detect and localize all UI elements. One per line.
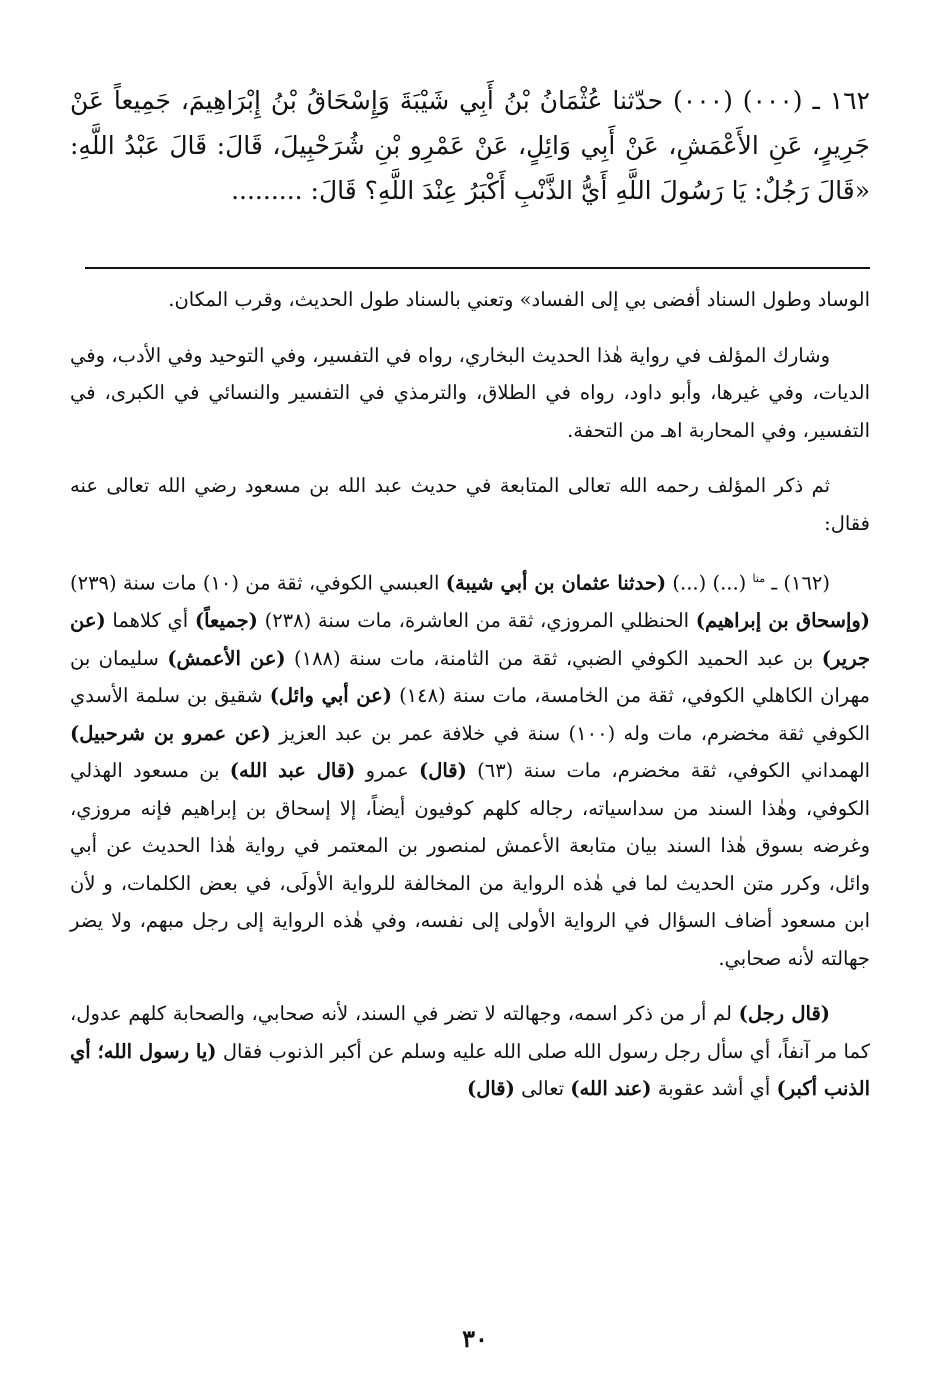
term-jamian: (جميعاً): [194, 609, 258, 632]
commentary-text: شقيق بن سلمة الأسدي الكوفي ثقة مخضرم، مات وله (١٠٠) سنة في خلافة عمر بن عبد العزيز: [70, 684, 871, 745]
hadith-text: ١٦٢ ـ (٠٠٠) (٠٠٠) حدّثنا عُثْمَانُ بْنُ أَبِي شَيْبَةَ وَإِسْحَاقُ بْنُ إِبْرَاهِيمَ، جَمِيعاً عَنْ جَرِيرٍ، عَنِ الأَعْمَشِ، عَنْ أَبِي وَائِلٍ، عَنْ عَمْرِو بْنِ شُرَحْبِيلَ، قَالَ: قَالَ عَبْدُ اللَّهِ: «قَالَ رَجُلٌ: يَا رَسُولَ اللَّهِ أَيُّ الذَّنْبِ أَكْبَرُ عِنْدَ اللَّهِ؟ قَالَ: .........: [70, 86, 870, 205]
commentary-text: بن مسعود الهذلي الكوفي، وهٰذا السند من سداسياته، رجاله كلهم كوفيون أيضاً، إلا إسحاق بن إبراهيم فإنه مروزي، وغرضه بسوق هٰذا السند بيان متابعة الأعمش لمنصور بن المعتمر في رواية هٰذا الحديث عن أبي وائل، وكرر متن الحديث لما في هٰذه الرواية من المخالفة للرواية الأولَى، في بعض الكلمات، و لأن ابن مسعود أضاف السؤال في الرواية الأولى إلى نفسه، وفي هٰذه الرواية إلى رجل مبهم، ولا يضر جهالته لأنه صحابي.: [70, 759, 870, 970]
mutaba-marker: متا: [752, 572, 766, 585]
hadith-number: (١٦٢) ـ: [771, 571, 831, 595]
commentary-section: [70, 281, 870, 1108]
commentary-text: سليمان بن مهران الكاهلي الكوفي، ثقة من الخامسة، مات سنة (١٤٨): [70, 646, 871, 707]
narrator-amash: (عن الأعمش): [167, 646, 286, 670]
narrator-jarir: (عن جرير): [70, 609, 871, 670]
commentary-text: تعالى: [521, 1077, 565, 1100]
commentary-paragraph-4: [70, 560, 870, 977]
commentary-text: بن عبد الحميد الكوفي الضبي، ثقة من الثامنة، مات سنة (١٨٨): [294, 646, 814, 670]
commentary-paragraph-5: [70, 995, 870, 1108]
commentary-paragraph-1: الوساد وطول السناد أفضى بي إلى الفساد» وتعني بالسناد طول الحديث، وقرب المكان.: [168, 288, 870, 311]
commentary-text: الحنظلي المروزي، ثقة من العاشرة، مات سنة (٢٣٨): [264, 609, 690, 632]
term-qala-rajul: (قال رجل): [738, 1002, 830, 1025]
commentary-text: العبسي الكوفي، ثقة من (١٠) مات سنة (٢٣٩): [70, 571, 440, 595]
commentary-paragraph-3: ثم ذكر المؤلف رحمه الله تعالى المتابعة في حديث عبد الله بن مسعود رضي الله تعالى عنه فقال:: [70, 474, 870, 535]
chain-marker: (...) (...): [672, 571, 747, 595]
page-number: ٣٠: [462, 1324, 488, 1353]
commentary-text: عمرو: [365, 759, 409, 782]
narrator-abdullah: (قال عبد الله): [229, 759, 356, 782]
page-body: [70, 78, 870, 1108]
narrator-uthman: (حدثنا عثمان بن أبي شيبة): [445, 571, 667, 595]
narrator-ishaq: (وإسحاق بن إبراهيم): [695, 609, 871, 632]
commentary-text: أي كلاهما: [112, 609, 189, 632]
quote-question: (يا رسول الله؛ أي الذنب أكبر): [70, 1039, 870, 1100]
commentary-text: لم أر من ذكر اسمه، وجهالته لا تضر في السند، لأنه صحابي، والصحابة كلهم عدول، كما مر آنفاً، أي سأل رجل رسول الله صلى الله عليه وسلم عن أكبر الذنوب فقال: [70, 1002, 870, 1063]
commentary-text: الهمداني الكوفي، ثقة مخضرم، مات سنة (٦٣): [477, 759, 870, 782]
term-inda-allah: (عند الله): [570, 1077, 652, 1100]
term-qala: (قال): [418, 759, 467, 782]
commentary-text: أي أشد عقوبة: [657, 1077, 771, 1100]
narrator-abu-wail: (عن أبي وائل): [269, 684, 393, 707]
narrator-amr: (عن عمرو بن شرحبيل): [70, 721, 271, 745]
term-qala-end: (قال): [466, 1077, 515, 1100]
footnote-divider: [85, 267, 870, 269]
commentary-paragraph-2: وشارك المؤلف في رواية هٰذا الحديث البخاري، رواه في التفسير، وفي التوحيد وفي الأدب، وفي الديات، وفي غيرها، وأبو داود، رواه في الطلاق، والترمذي في التفسير والنسائي في الكبرى، في التفسير، وفي المحاربة اهـ من التحفة.: [70, 343, 870, 442]
